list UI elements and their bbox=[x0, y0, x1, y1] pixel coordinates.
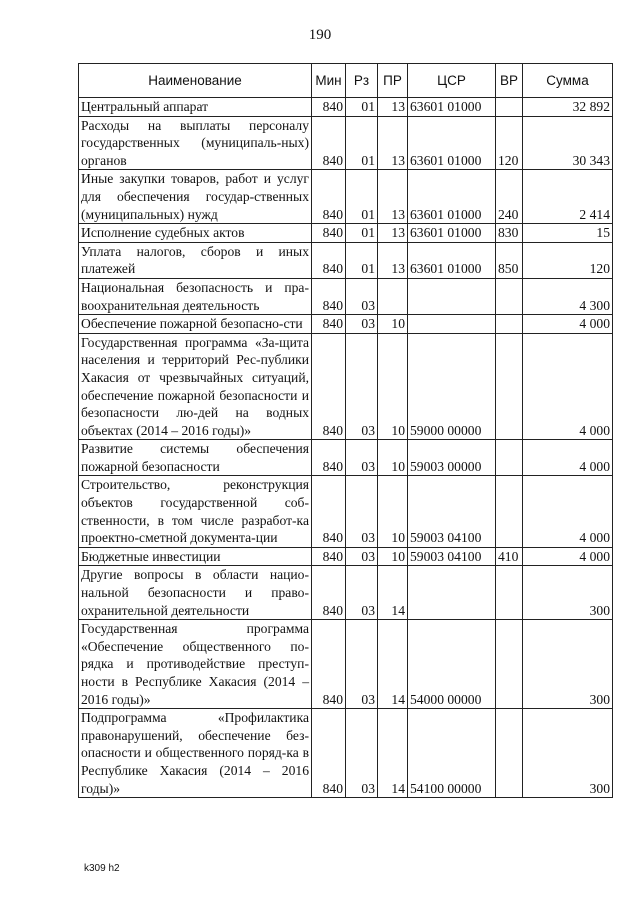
cell-csr: 59000 00000 bbox=[408, 333, 496, 440]
cell-pr: 10 bbox=[378, 333, 408, 440]
cell-vr bbox=[496, 333, 523, 440]
cell-vr: 240 bbox=[496, 170, 523, 224]
cell-vr: 830 bbox=[496, 224, 523, 243]
cell-vr bbox=[496, 566, 523, 620]
cell-csr: 59003 04100 bbox=[408, 476, 496, 547]
cell-csr: 59003 00000 bbox=[408, 440, 496, 476]
header-min: Мин bbox=[312, 64, 346, 98]
table-row bbox=[79, 333, 613, 440]
cell-min: 840 bbox=[312, 315, 346, 334]
cell-min: 840 bbox=[312, 242, 346, 278]
footer-code: k309 h2 bbox=[84, 863, 120, 874]
cell-pr: 13 bbox=[378, 98, 408, 117]
cell-vr bbox=[496, 709, 523, 798]
cell-name: Другие вопросы в области нацио-нальной безопасности и право-охранительной деятельности bbox=[79, 566, 312, 620]
cell-sum: 4 000 bbox=[523, 440, 613, 476]
table-row bbox=[79, 476, 613, 547]
cell-rz: 03 bbox=[346, 709, 378, 798]
cell-sum: 4 000 bbox=[523, 547, 613, 566]
table-row bbox=[79, 278, 613, 314]
cell-csr: 63601 01000 bbox=[408, 170, 496, 224]
cell-pr: 10 bbox=[378, 440, 408, 476]
cell-rz: 01 bbox=[346, 170, 378, 224]
cell-name: Государственная программа «Обеспечение общественного по-рядка и противодействие преступ-ности в Республике Хакасия (2014 – 2016 годы)» bbox=[79, 620, 312, 709]
cell-sum: 300 bbox=[523, 566, 613, 620]
cell-rz: 03 bbox=[346, 315, 378, 334]
cell-sum: 32 892 bbox=[523, 98, 613, 117]
cell-sum: 4 000 bbox=[523, 333, 613, 440]
cell-sum: 2 414 bbox=[523, 170, 613, 224]
header-name: Наименование bbox=[79, 64, 312, 98]
cell-vr bbox=[496, 620, 523, 709]
cell-name: Иные закупки товаров, работ и услуг для обеспечения государ-ственных (муниципальных) нужд bbox=[79, 170, 312, 224]
cell-sum: 15 bbox=[523, 224, 613, 243]
cell-csr: 63601 01000 bbox=[408, 116, 496, 170]
cell-rz: 01 bbox=[346, 116, 378, 170]
cell-rz: 01 bbox=[346, 98, 378, 117]
budget-table bbox=[78, 63, 613, 798]
table-row bbox=[79, 224, 613, 243]
header-csr: ЦСР bbox=[408, 64, 496, 98]
cell-csr: 59003 04100 bbox=[408, 547, 496, 566]
cell-name: Исполнение судебных актов bbox=[79, 224, 312, 243]
cell-csr: 63601 01000 bbox=[408, 224, 496, 243]
cell-pr: 14 bbox=[378, 709, 408, 798]
cell-min: 840 bbox=[312, 224, 346, 243]
cell-pr: 13 bbox=[378, 242, 408, 278]
table-row bbox=[79, 709, 613, 798]
cell-pr: 14 bbox=[378, 566, 408, 620]
cell-csr bbox=[408, 566, 496, 620]
header-rz: Рз bbox=[346, 64, 378, 98]
cell-vr bbox=[496, 476, 523, 547]
cell-min: 840 bbox=[312, 170, 346, 224]
cell-min: 840 bbox=[312, 709, 346, 798]
cell-rz: 03 bbox=[346, 476, 378, 547]
cell-pr bbox=[378, 278, 408, 314]
cell-sum: 30 343 bbox=[523, 116, 613, 170]
cell-vr: 120 bbox=[496, 116, 523, 170]
cell-sum: 4 300 bbox=[523, 278, 613, 314]
table-row bbox=[79, 242, 613, 278]
page-number: 190 bbox=[308, 27, 332, 43]
header-sum: Сумма bbox=[523, 64, 613, 98]
cell-sum: 300 bbox=[523, 709, 613, 798]
cell-name: Обеспечение пожарной безопасно-сти bbox=[79, 315, 312, 334]
table-row bbox=[79, 566, 613, 620]
table-row bbox=[79, 547, 613, 566]
table-header-row bbox=[79, 64, 613, 98]
cell-csr bbox=[408, 278, 496, 314]
cell-rz: 01 bbox=[346, 224, 378, 243]
cell-csr: 63601 01000 bbox=[408, 98, 496, 117]
cell-min: 840 bbox=[312, 440, 346, 476]
cell-min: 840 bbox=[312, 278, 346, 314]
cell-rz: 03 bbox=[346, 547, 378, 566]
cell-vr bbox=[496, 278, 523, 314]
cell-name: Национальная безопасность и пра-воохранительная деятельность bbox=[79, 278, 312, 314]
cell-min: 840 bbox=[312, 547, 346, 566]
cell-min: 840 bbox=[312, 566, 346, 620]
cell-rz: 03 bbox=[346, 620, 378, 709]
cell-sum: 300 bbox=[523, 620, 613, 709]
cell-rz: 03 bbox=[346, 278, 378, 314]
cell-min: 840 bbox=[312, 116, 346, 170]
cell-csr: 54100 00000 bbox=[408, 709, 496, 798]
cell-vr bbox=[496, 315, 523, 334]
cell-pr: 10 bbox=[378, 315, 408, 334]
table-row bbox=[79, 620, 613, 709]
table-row bbox=[79, 98, 613, 117]
cell-name: Бюджетные инвестиции bbox=[79, 547, 312, 566]
cell-csr: 63601 01000 bbox=[408, 242, 496, 278]
header-pr: ПР bbox=[378, 64, 408, 98]
cell-rz: 03 bbox=[346, 566, 378, 620]
cell-min: 840 bbox=[312, 620, 346, 709]
header-vr: ВР bbox=[496, 64, 523, 98]
cell-name: Подпрограмма «Профилактика правонарушений, обеспечение без-опасности и общественного поряд-ка в Республике Хакасия (2014 – 2016 годы)» bbox=[79, 709, 312, 798]
cell-csr: 54000 00000 bbox=[408, 620, 496, 709]
cell-sum: 4 000 bbox=[523, 476, 613, 547]
cell-pr: 14 bbox=[378, 620, 408, 709]
table-row bbox=[79, 440, 613, 476]
cell-pr: 13 bbox=[378, 116, 408, 170]
cell-name: Расходы на выплаты персоналу государственных (муниципаль-ных) органов bbox=[79, 116, 312, 170]
cell-vr bbox=[496, 98, 523, 117]
cell-vr: 410 bbox=[496, 547, 523, 566]
cell-sum: 4 000 bbox=[523, 315, 613, 334]
cell-pr: 10 bbox=[378, 476, 408, 547]
cell-vr bbox=[496, 440, 523, 476]
cell-pr: 10 bbox=[378, 547, 408, 566]
cell-rz: 01 bbox=[346, 242, 378, 278]
cell-min: 840 bbox=[312, 476, 346, 547]
cell-rz: 03 bbox=[346, 333, 378, 440]
cell-pr: 13 bbox=[378, 224, 408, 243]
cell-name: Развитие системы обеспечения пожарной безопасности bbox=[79, 440, 312, 476]
cell-name: Строительство, реконструкция объектов государственной соб-ственности, в том числе разработ-ка проектно-сметной документа-ции bbox=[79, 476, 312, 547]
table-row bbox=[79, 315, 613, 334]
table-body bbox=[79, 98, 613, 798]
cell-min: 840 bbox=[312, 98, 346, 117]
cell-vr: 850 bbox=[496, 242, 523, 278]
cell-csr bbox=[408, 315, 496, 334]
cell-rz: 03 bbox=[346, 440, 378, 476]
cell-name: Уплата налогов, сборов и иных платежей bbox=[79, 242, 312, 278]
cell-pr: 13 bbox=[378, 170, 408, 224]
table-row bbox=[79, 116, 613, 170]
cell-min: 840 bbox=[312, 333, 346, 440]
table-row bbox=[79, 170, 613, 224]
cell-sum: 120 bbox=[523, 242, 613, 278]
cell-name: Государственная программа «За-щита населения и территорий Рес-публики Хакасия от чрезвычайных ситуаций, обеспечение пожарной безопасности и безопасности лю-дей на водных объектах (2014 – 2016 годы)» bbox=[79, 333, 312, 440]
cell-name: Центральный аппарат bbox=[79, 98, 312, 117]
